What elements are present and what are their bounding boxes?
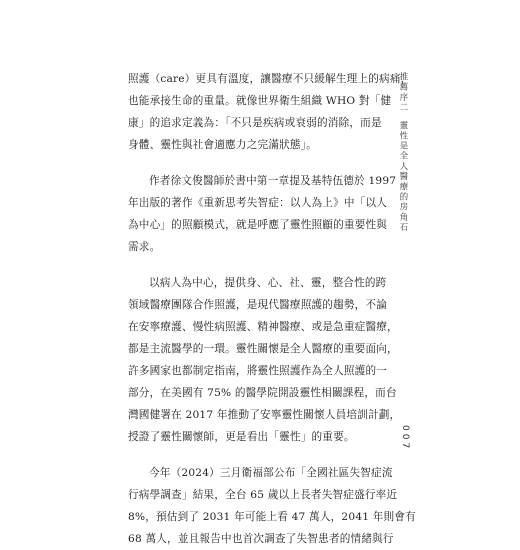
text-line: 行病學調查」結果，全台 65 歲以上長者失智症盛行率近	[128, 489, 398, 501]
text-line: 都是主流醫學的一環。靈性關懷是全人醫療的重要面向，	[128, 343, 398, 355]
page-number: 007	[400, 425, 410, 452]
text-line: 身體、靈性與社會適應力之完滿狀態」。	[128, 139, 317, 151]
text-line: 照護（care）更具有溫度，讓醫療不只緩解生理上的病痛，	[128, 73, 412, 85]
text-line: 許多國家也都制定指南，將靈性照護作為全人照護的一	[128, 365, 388, 377]
text-line: 需求。	[128, 241, 161, 253]
text-line: 康」的追求定義為：「不只是疾病或衰弱的消除，而是	[128, 117, 382, 129]
text-line: 68 萬人，並且報告中也首次調查了失智患者的情緒與行	[128, 533, 394, 545]
text-line: 部分，在美國有 75% 的醫學院開設靈性相關課程，而台	[128, 387, 397, 399]
running-header	[398, 72, 410, 233]
text-line: 今年（2024）三月衛福部公布「全國社區失智症流	[149, 467, 393, 479]
text-line: 領域醫療團隊合作照護，是現代醫療照護的趨勢，不論	[128, 299, 388, 311]
text-line: 也能承接生命的重量。就像世界衛生組織 WHO 對「健	[128, 95, 392, 107]
text-line: 授證了靈性關懷師，更是看出「靈性」的重要。	[128, 431, 355, 443]
header-title: 靈性是全人醫療的房角石	[399, 120, 409, 233]
text-line: 以病人為中心，提供身、心、社、靈，整合性的跨	[149, 277, 387, 289]
paragraph	[128, 170, 397, 258]
text-line: 灣國健署在 2017 年推動了安寧靈性關懷人員培訓計劃，	[128, 409, 401, 421]
text-line: 為中心」的照顧模式，就是呼應了靈性照顧的重要性與	[128, 219, 388, 231]
paragraph	[128, 462, 416, 550]
paragraph	[128, 272, 401, 448]
text-line: 年出版的著作《重新思考失智症：以人為上》中「以人	[128, 197, 388, 209]
header-series: 推薦序二	[399, 72, 409, 113]
text-line: 8%，預估到了 2031 年可能上看 47 萬人，2041 年則會有	[128, 511, 416, 523]
text-line: 在安寧療護、慢性病照護、精神醫療、或是急重症醫療，	[128, 321, 398, 333]
text-line: 作者徐文俊醫師於書中第一章提及基特伍德於 1997	[149, 175, 397, 187]
